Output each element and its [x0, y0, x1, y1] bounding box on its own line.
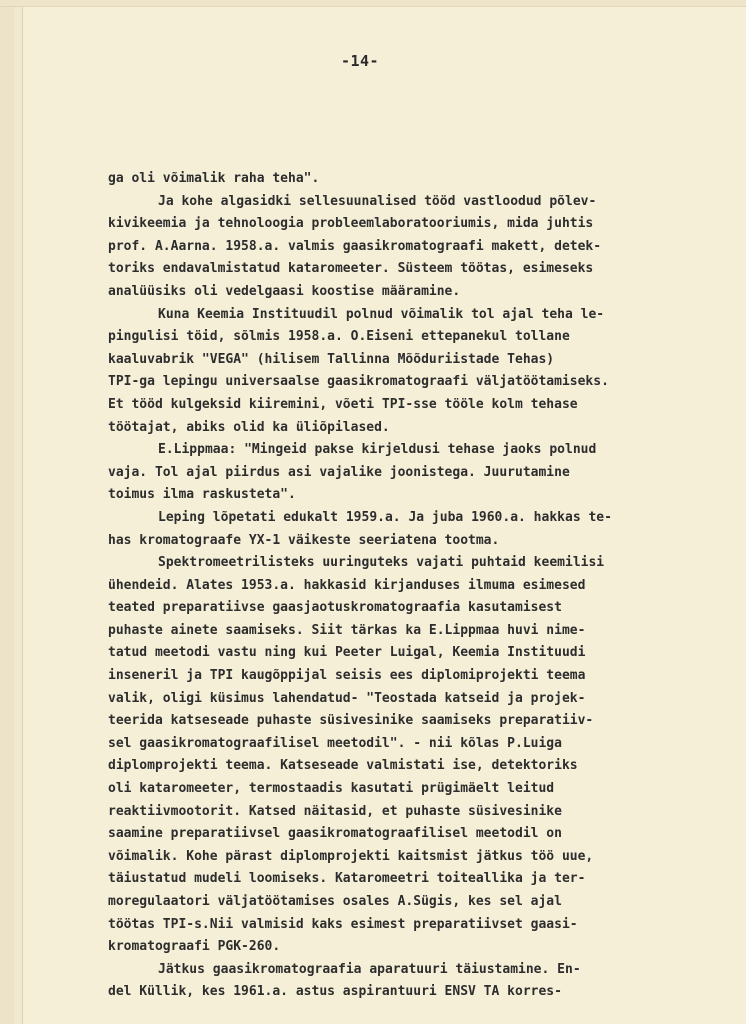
text-line: teated preparatiivse gaasjaotuskromatograafia kasutamisest [108, 600, 562, 616]
text-line: täiustatud mudeli loomiseks. Kataromeetri toiteallika ja ter- [108, 871, 586, 887]
text-line: Ja kohe algasidki sellesuunalised tööd vastloodud põlev- [158, 193, 597, 209]
text-line: töötas TPI-s.Nii valmisid kaks esimest preparatiivset gaasi- [108, 916, 578, 932]
text-line: analüüsiks oli vedelgaasi koostise määramine. [108, 283, 461, 299]
text-line: kaaluvabrik "VEGA" (hilisem Tallinna Mõõduriistade Tehas) [108, 351, 555, 367]
text-line: valik, oligi küsimus lahendatud- "Teostada katseid ja projek- [108, 690, 586, 706]
text-line: Kuna Keemia Instituudil polnud võimalik tol ajal teha le- [158, 306, 605, 322]
text-line: diplomprojekti teema. Katseseade valmistati ise, detektoriks [108, 758, 578, 774]
text-line: inseneril ja TPI kaugõppijal seisis ees diplomiprojekti teema [108, 668, 586, 684]
text-line: vaja. Tol ajal piirdus asi vajalike joonistega. Juurutamine [108, 464, 570, 480]
text-line: Leping lõpetati edukalt 1959.a. Ja juba 1960.a. hakkas te- [158, 509, 612, 525]
text-line: oli kataromeeter, termostaadis kasutati prügimäelt leitud [108, 781, 555, 797]
text-line: kivikeemia ja tehnoloogia probleemlaboratooriumis, mida juhtis [108, 216, 594, 232]
text-line: reaktiivmootorit. Katsed näitasid, et puhaste süsivesinike [108, 803, 562, 819]
text-line: del Küllik, kes 1961.a. astus aspirantuuri ENSV TA korres- [108, 984, 562, 1000]
text-line: pingulisi töid, sõlmis 1958.a. O.Eiseni ettepanekul tollane [108, 329, 570, 345]
text-line: Et tööd kulgeksid kiiremini, võeti TPI-sse tööle kolm tehase [108, 396, 578, 412]
text-line: moregulaatori väljatöötamises osales A.Sügis, kes sel ajal [108, 894, 562, 909]
text-line: teerida katseseade puhaste süsivesinike saamiseks preparatiiv- [108, 713, 594, 729]
text-line: ühendeid. Alates 1953.a. hakkasid kirjanduses ilmuma esimesed [108, 577, 586, 593]
body-text [108, 168, 688, 1004]
text-line: toimus ilma raskusteta". [108, 487, 296, 503]
text-line: töötajat, abiks olid ka üliõpilased. [108, 419, 390, 435]
text-line: E.Lippmaa: "Mingeid pakse kirjeldusi tehase jaoks polnud [158, 442, 597, 458]
text-line: sel gaasikromatograafilisel meetodil". - nii kõlas P.Luiga [108, 735, 562, 751]
text-line: Spektromeetrilisteks uuringuteks vajati puhtaid keemilisi [158, 555, 605, 571]
sheet-edge [0, 0, 746, 7]
text-line: has kromatograafe YX-1 väikeste seeriatena tootma. [108, 532, 500, 548]
text-line: TPI-ga lepingu universaalse gaasikromatograafi väljatöötamiseks. [108, 374, 609, 390]
sheet-edge [14, 0, 23, 1024]
page-number: -14- [340, 52, 380, 70]
text-line: kromatograafi PGK-260. [108, 939, 281, 955]
sheet-edge [0, 0, 15, 1024]
text-line: ga oli võimalik raha teha". [108, 171, 320, 186]
text-line: prof. A.Aarna. 1958.a. valmis gaasikromatograafi makett, detek- [108, 238, 602, 254]
text-line: Jätkus gaasikromatograafia aparatuuri täiustamine. En- [158, 961, 581, 977]
text-line: võimalik. Kohe pärast diplomprojekti kaitsmist jätkus töö uue, [108, 848, 594, 864]
text-line: saamine preparatiivsel gaasikromatograafilisel meetodil on [108, 826, 562, 842]
text-line: toriks endavalmistatud kataromeeter. Süsteem töötas, esimeseks [108, 261, 594, 277]
text-line: tatud meetodi vastu ning kui Peeter Luigal, Keemia Instituudi [108, 645, 586, 661]
text-line: puhaste ainete saamiseks. Siit tärkas ka E.Lippmaa huvi nime- [108, 622, 586, 638]
